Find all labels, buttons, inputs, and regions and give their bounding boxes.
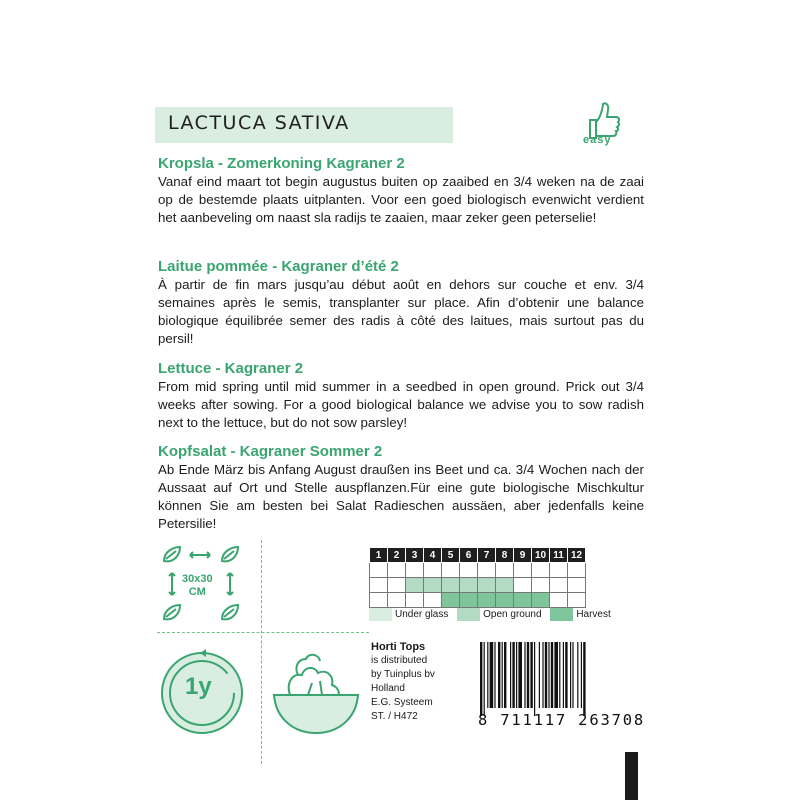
calendar-cell-filled (442, 593, 460, 608)
barcode-bar (527, 642, 529, 708)
calendar-cell (532, 578, 550, 593)
barcode-bar (563, 642, 564, 708)
section-body: À partir de fin mars jusqu’au début août en dehors sur couche et env. 3/4 semaines après le semis, transplanter sur place. Afin d’obtenir une balance biologique équilibrée semer des radis à côté des laitues, mais surtout pas du persil! (158, 277, 644, 346)
month-7: 7 (478, 548, 496, 563)
lifespan-label: 1y (185, 673, 212, 700)
latin-name: LACTUCA SATIVA (168, 112, 350, 134)
legend-label: Open ground (483, 609, 542, 621)
calendar-cell (388, 593, 406, 608)
barcode-bar (510, 642, 511, 708)
distributor-line: is distributed (371, 655, 428, 666)
month-6: 6 (460, 548, 478, 563)
barcode-bar (530, 642, 532, 708)
barcode-bar (480, 642, 482, 716)
spacing-unit: CM (188, 586, 206, 598)
month-9: 9 (514, 548, 532, 563)
barcode-bar (512, 642, 514, 708)
section-body: Vanaf eind maart tot begin augustus buiten op zaaibed en 3/4 weken na de zaai op de bestemde plaats uitplanten. Voor een goed biologisch evenwicht verdient het aanbeveling om naast sla radijs te zaaien, maar zeker geen peterselie! (158, 174, 644, 225)
barcode-bar (487, 642, 488, 708)
calendar-cell (568, 578, 586, 593)
barcode-bar (484, 642, 485, 716)
distributor-line: E.G. Systeem (371, 697, 433, 708)
calendar-cell-filled (514, 593, 532, 608)
section-title: Kropsla - Zomerkoning Kagraner 2 (158, 155, 405, 172)
legend-swatch (369, 608, 392, 621)
barcode-bar (542, 642, 543, 708)
calendar-cell-filled (406, 578, 424, 593)
calendar-cell-filled (424, 578, 442, 593)
calendar-cell (388, 578, 406, 593)
barcode-bar (502, 642, 503, 708)
brand-name: Horti Tops (371, 641, 426, 653)
calendar-cell-filled (478, 593, 496, 608)
calendar-cell (424, 563, 442, 578)
barcode-bar (572, 642, 573, 708)
legend-swatch (550, 608, 573, 621)
barcode-bar (577, 642, 578, 708)
month-1: 1 (370, 548, 388, 563)
section-title: Kopfsalat - Kagraner Sommer 2 (158, 443, 383, 460)
calendar-cell-filled (460, 578, 478, 593)
barcode-bar (559, 642, 560, 708)
barcode (478, 642, 634, 754)
distributor-line: by Tuinplus bv (371, 669, 435, 680)
barcode-bar (583, 642, 585, 716)
calendar-cell (370, 578, 388, 593)
salad-bowl-icon (268, 645, 364, 741)
section-french (158, 257, 644, 348)
calendar-cell-filled (478, 578, 496, 593)
calendar-cell (460, 563, 478, 578)
month-2: 2 (388, 548, 406, 563)
calendar-legend (369, 608, 617, 621)
barcode-bar (565, 642, 567, 708)
barcode-bar (545, 642, 547, 708)
barcode-bar (554, 642, 558, 708)
calendar-cell (496, 563, 514, 578)
month-10: 10 (532, 548, 550, 563)
month-4: 4 (424, 548, 442, 563)
barcode-bar (498, 642, 500, 708)
sowing-calendar (369, 547, 586, 608)
distributor-info (371, 640, 435, 724)
legend-harvest (550, 608, 610, 621)
calendar-cell (370, 563, 388, 578)
spacing-label (182, 573, 213, 599)
legend-swatch (457, 608, 480, 621)
barcode-bar (494, 642, 495, 708)
barcode-bar (504, 642, 506, 708)
calendar-cell-filled (442, 578, 460, 593)
calendar-row-harvest (370, 593, 586, 608)
calendar-cell (568, 593, 586, 608)
calendar-cell (478, 563, 496, 578)
calendar-months-row (370, 548, 586, 563)
legend-label: Under glass (395, 609, 449, 621)
barcode-bar (581, 642, 582, 708)
legend-open-ground (457, 608, 541, 621)
calendar-cell (424, 593, 442, 608)
barcode-bar (551, 642, 553, 708)
month-8: 8 (496, 548, 514, 563)
calendar-row-open-ground (370, 578, 586, 593)
calendar-row-under-glass (370, 563, 586, 578)
legend-label: Harvest (576, 609, 611, 621)
spacing-value: 30x30 (182, 573, 213, 585)
barcode-bar (534, 642, 535, 716)
easy-badge-label: easy (583, 134, 612, 146)
section-title: Laitue pommée - Kagraner d’été 2 (158, 258, 399, 275)
section-dutch (158, 154, 644, 227)
calendar-cell (550, 578, 568, 593)
calendar-cell (532, 563, 550, 578)
vertical-divider (261, 540, 262, 764)
calendar-cell (568, 563, 586, 578)
barcode-bar (539, 642, 540, 708)
barcode-bar (570, 642, 571, 708)
calendar-cell (388, 563, 406, 578)
black-bar (625, 752, 638, 800)
barcode-bar (490, 642, 494, 708)
barcode-bar (524, 642, 525, 708)
calendar-cell (514, 563, 532, 578)
calendar-cell-filled (496, 578, 514, 593)
calendar-cell (550, 593, 568, 608)
month-5: 5 (442, 548, 460, 563)
calendar-cell (406, 593, 424, 608)
calendar-cell-filled (532, 593, 550, 608)
month-3: 3 (406, 548, 424, 563)
calendar-cell (406, 563, 424, 578)
section-body: Ab Ende März bis Anfang August draußen ins Beet und ca. 3/4 Wochen nach der Aussaat auf Ort und Stelle auspflanzen.Für eine gute biologische Mischkultur können Sie am besten bei Salat Radieschen aussäen, aber jedenfalls keine Petersilie! (158, 462, 644, 531)
calendar-cell (370, 593, 388, 608)
calendar-cell (550, 563, 568, 578)
section-german (158, 442, 644, 533)
section-title: Lettuce - Kagraner 2 (158, 360, 304, 377)
calendar-cell (514, 578, 532, 593)
distributor-line: ST. / H472 (371, 711, 418, 722)
barcode-bar (516, 642, 517, 708)
horizontal-divider (157, 632, 369, 633)
section-body: From mid spring until mid summer in a seedbed in open ground. Prick out 3/4 weeks after sowing. For a good biological balance we advise you to sow radish next to the lettuce, but do not sow parsley! (158, 379, 644, 430)
barcode-bar (518, 642, 522, 708)
section-english (158, 359, 644, 432)
barcode-number: 8 711117 263708 (478, 711, 645, 729)
calendar-table (369, 547, 586, 608)
calendar-cell-filled (496, 593, 514, 608)
calendar-cell (442, 563, 460, 578)
legend-under-glass (369, 608, 448, 621)
month-11: 11 (550, 548, 568, 563)
calendar-cell-filled (460, 593, 478, 608)
barcode-bar (548, 642, 549, 708)
distributor-line: Holland (371, 683, 405, 694)
month-12: 12 (568, 548, 586, 563)
